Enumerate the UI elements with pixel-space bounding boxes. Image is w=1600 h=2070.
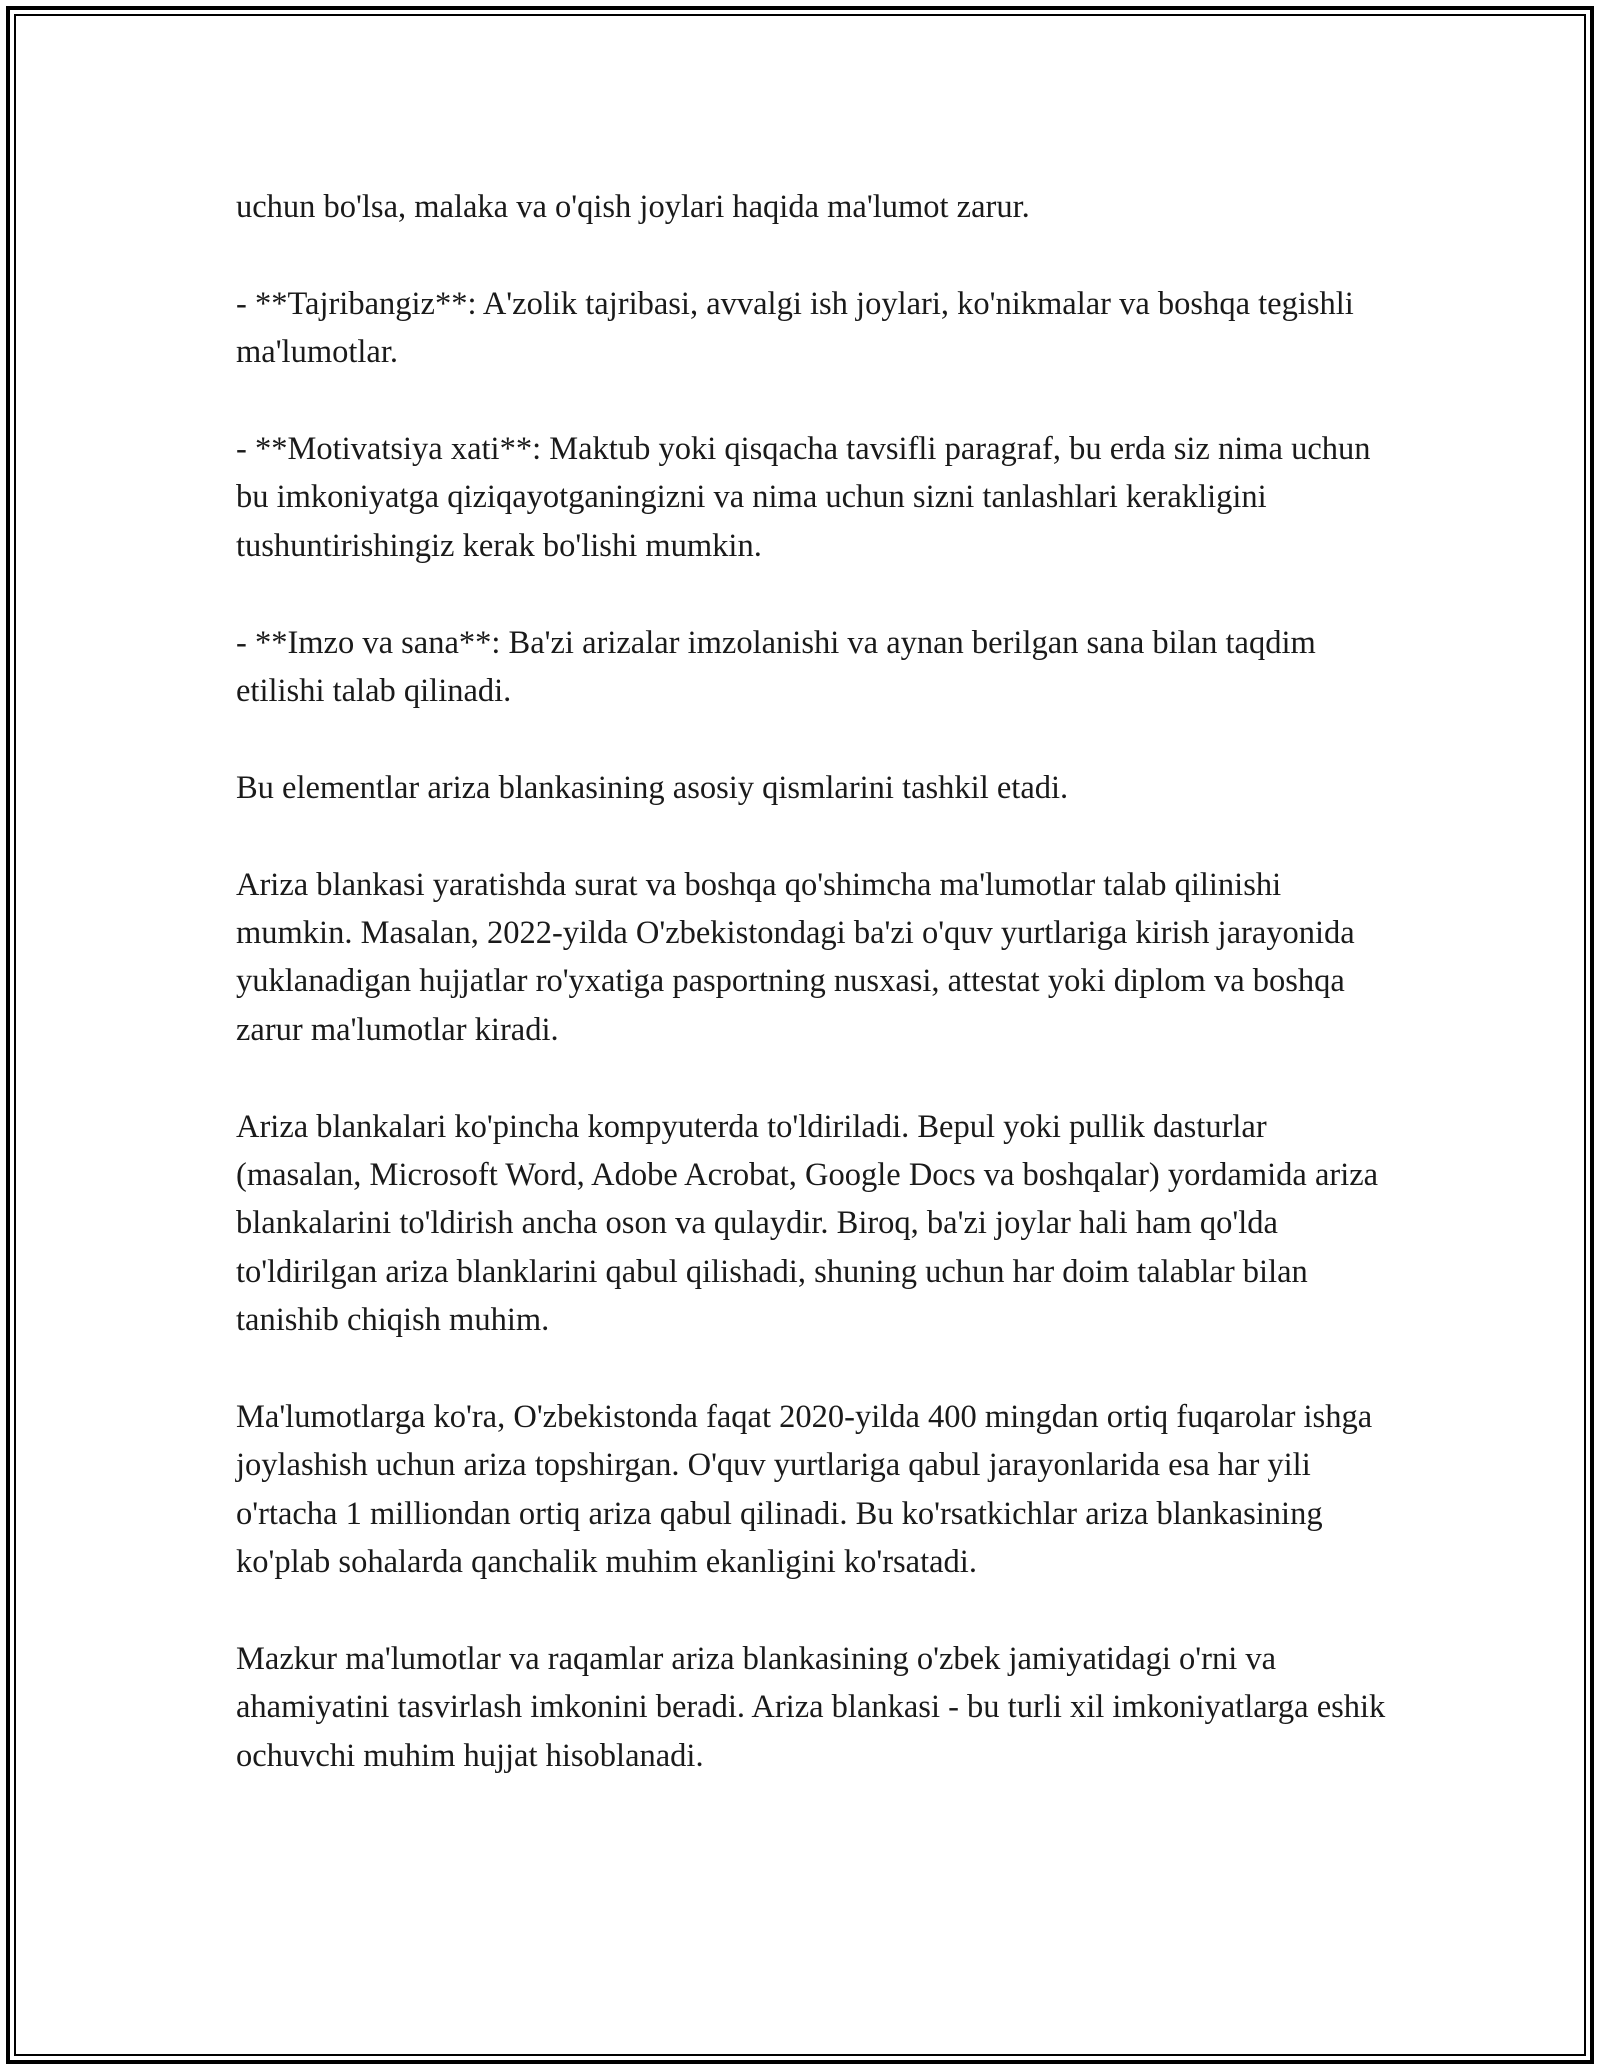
paragraph-summary: Bu elementlar ariza blankasining asosiy qismlarini tashkil etadi.: [236, 769, 1069, 806]
paragraph-statistics: Ma'lumotlarga ko'ra, O'zbekistonda faqat 2020-yilda 400 mingdan ortiq fuqarolar ishga joylashish uchun ariza topshirgan. O'quv yurtlariga qabul jarayonlarida esa har yili o'rtacha 1 milliondan ortiq ariza qabul qilinadi. Bu ko'rsatkichlar ariza blankasining ko'plab sohalarda qanchalik muhim ekanligini ko'rsatadi.: [236, 1399, 1373, 1581]
document-body: [236, 183, 1386, 1780]
list-item-signature-date: - **Imzo va sana**: Ba'zi arizalar imzolanishi va aynan berilgan sana bilan taqdim etilishi talab qilinadi.: [236, 624, 1316, 710]
list-item-motivation-letter: - **Motivatsiya xati**: Maktub yoki qisqacha tavsifli paragraf, bu erda siz nima uchun bu imkoniyatga qiziqayotganingizni va nima uchun sizni tanlashlari kerakligini tushuntirishingiz kerak bo'lishi mumkin.: [236, 431, 1371, 564]
paragraph-filling-methods: Ariza blankalari ko'pincha kompyuterda to'ldiriladi. Bepul yoki pullik dasturlar (masalan, Microsoft Word, Adobe Acrobat, Google Docs va boshqalar) yordamida ariza blankalarini to'ldirish ancha oson va qulaydir. Biroq, ba'zi joylar hali ham qo'lda to'ldirilgan ariza blanklarini qabul qilishadi, shuning uchun har doim talablar bilan tanishib chiqish muhim.: [236, 1108, 1379, 1339]
paragraph-conclusion: Mazkur ma'lumotlar va raqamlar ariza blankasining o'zbek jamiyatidagi o'rni va ahamiyatini tasvirlash imkonini beradi. Ariza blankasi - bu turli xil imkoniyatlarga eshik ochuvchi muhim hujjat hisoblanadi.: [236, 1641, 1386, 1774]
paragraph-intro-continuation: uchun bo'lsa, malaka va o'qish joylari haqida ma'lumot zarur.: [236, 189, 1030, 225]
list-item-experience: - **Tajribangiz**: A'zolik tajribasi, avvalgi ish joylari, ko'nikmalar va boshqa tegishli ma'lumotlar.: [236, 285, 1354, 371]
paragraph-additional-info: Ariza blankasi yaratishda surat va boshqa qo'shimcha ma'lumotlar talab qilinishi mumkin. Masalan, 2022-yilda O'zbekistondagi ba'zi o'quv yurtlariga kirish jarayonida yuklanadigan hujjatlar ro'yxatiga pasportning nusxasi, attestat yoki diplom va boshqa zarur ma'lumotlar kiradi.: [236, 866, 1355, 1048]
